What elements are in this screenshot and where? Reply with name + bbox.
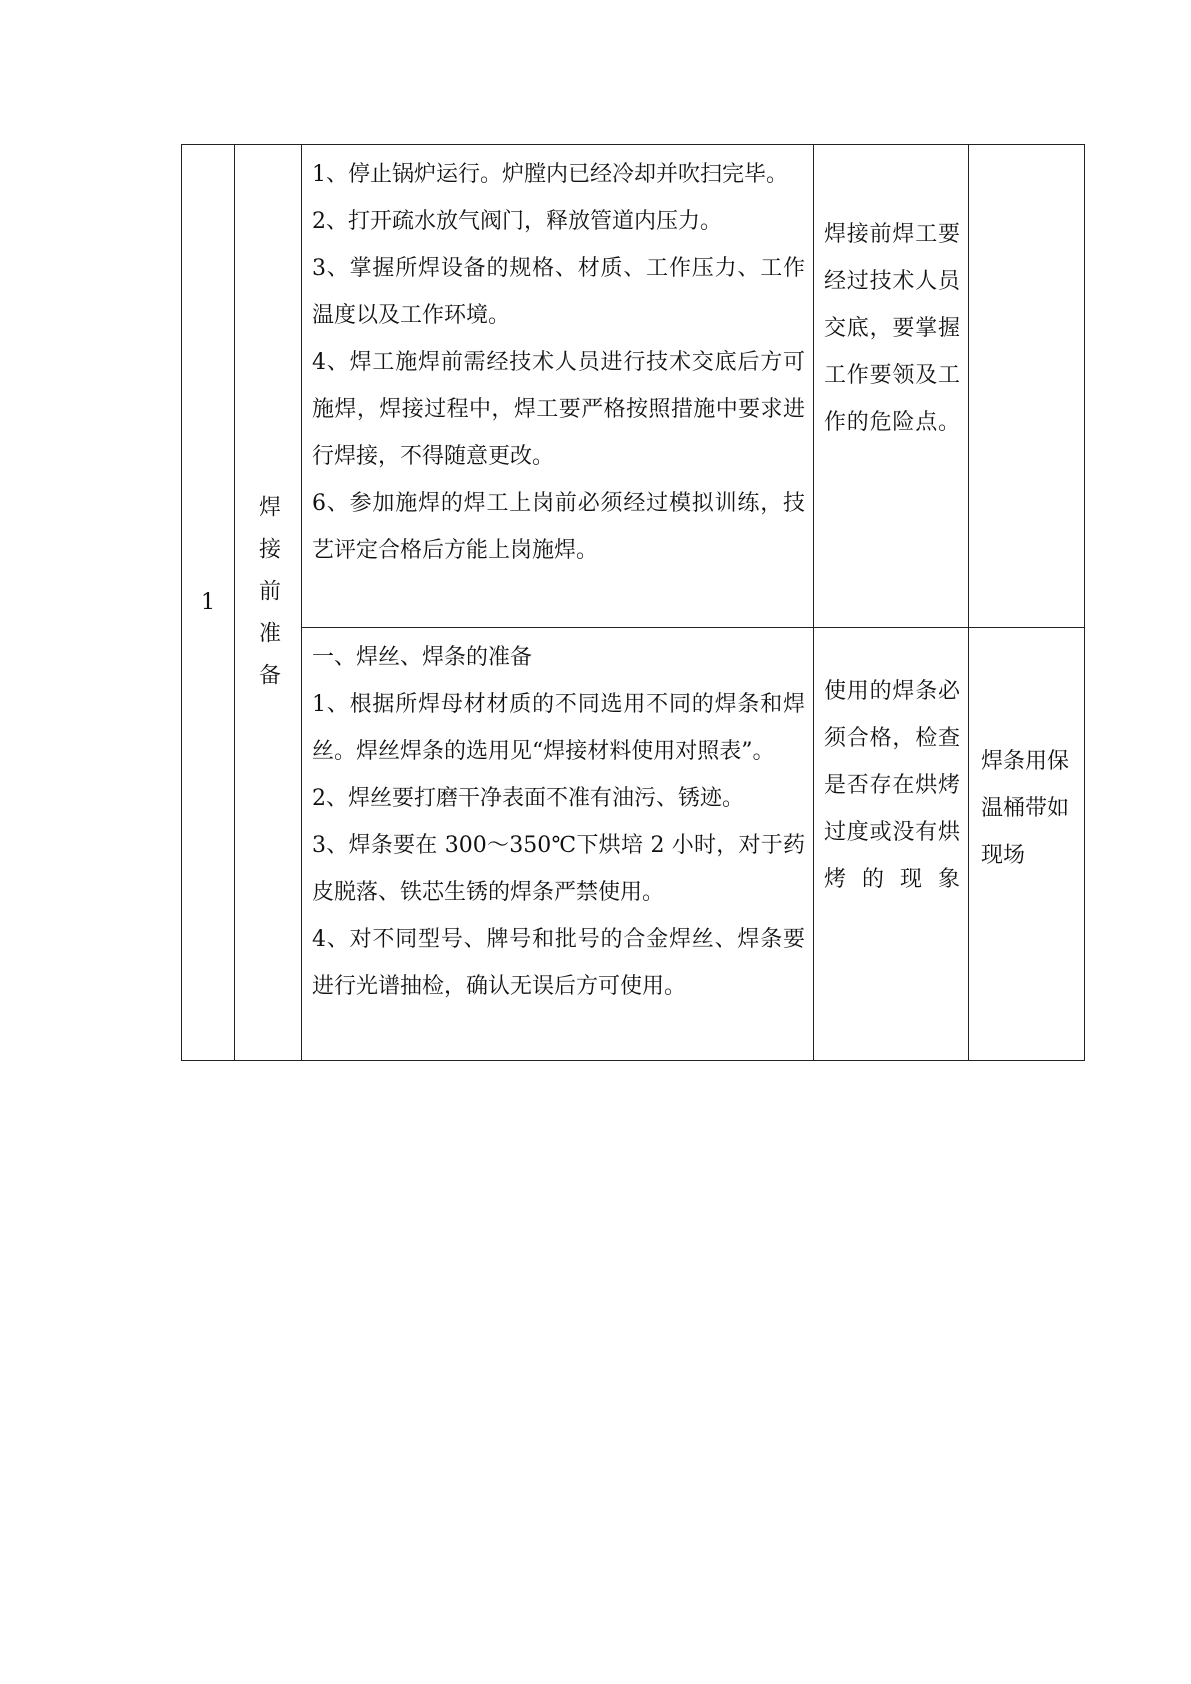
content-item: 1、停止锅炉运行。炉膛内已经冷却并吹扫完毕。: [312, 162, 788, 187]
remark-cell-1: [969, 145, 1085, 628]
remark-cell-2: [969, 628, 1085, 1061]
section-heading: 一、焊丝、焊条的准备: [312, 645, 533, 670]
stage-label: 焊接前准备: [255, 494, 281, 705]
note-cell-2: [814, 628, 969, 1061]
content-item: 2、打开疏水放气阀门，释放管道内压力。: [312, 209, 722, 234]
welding-procedure-table: [181, 144, 1085, 1061]
content-item: 4、对不同型号、牌号和批号的合金焊丝、焊条要进行光谱抽检，确认无误后方可使用。: [312, 927, 805, 999]
content-item: 3、焊条要在 300～350℃下烘培 2 小时，对于药皮脱落、铁芯生锈的焊条严禁使用。: [312, 833, 805, 905]
stage-cell: [235, 145, 302, 1061]
row-number: 1: [201, 590, 215, 615]
table-row: [182, 145, 1085, 628]
note-text: 使用的焊条必须合格，检查是否存在烘烤过度或没有烘烤的现象: [824, 679, 960, 892]
content-item: 6、参加施焊的焊工上岗前必须经过模拟训练，技艺评定合格后方能上岗施焊。: [312, 491, 805, 563]
note-text: 焊接前焊工要经过技术人员交底，要掌握工作要领及工作的危险点。: [824, 222, 960, 435]
content-cell-1: [302, 145, 814, 628]
note-cell-1: [814, 145, 969, 628]
content-item: 4、焊工施焊前需经技术人员进行技术交底后方可施焊，焊接过程中，焊工要严格按照措施中要求进行焊接，不得随意更改。: [312, 350, 805, 469]
remark-text: 焊条用保温桶带如现场: [981, 749, 1070, 868]
content-item: 1、根据所焊母材材质的不同选用不同的焊条和焊丝。焊丝焊条的选用见“焊接材料使用对照表”。: [312, 692, 805, 764]
table-row: [182, 628, 1085, 1061]
content-item: 3、掌握所焊设备的规格、材质、工作压力、工作温度以及工作环境。: [312, 256, 805, 328]
row-number-cell: [182, 145, 235, 1061]
content-cell-2: [302, 628, 814, 1061]
content-item: 2、焊丝要打磨干净表面不准有油污、锈迹。: [312, 786, 744, 811]
